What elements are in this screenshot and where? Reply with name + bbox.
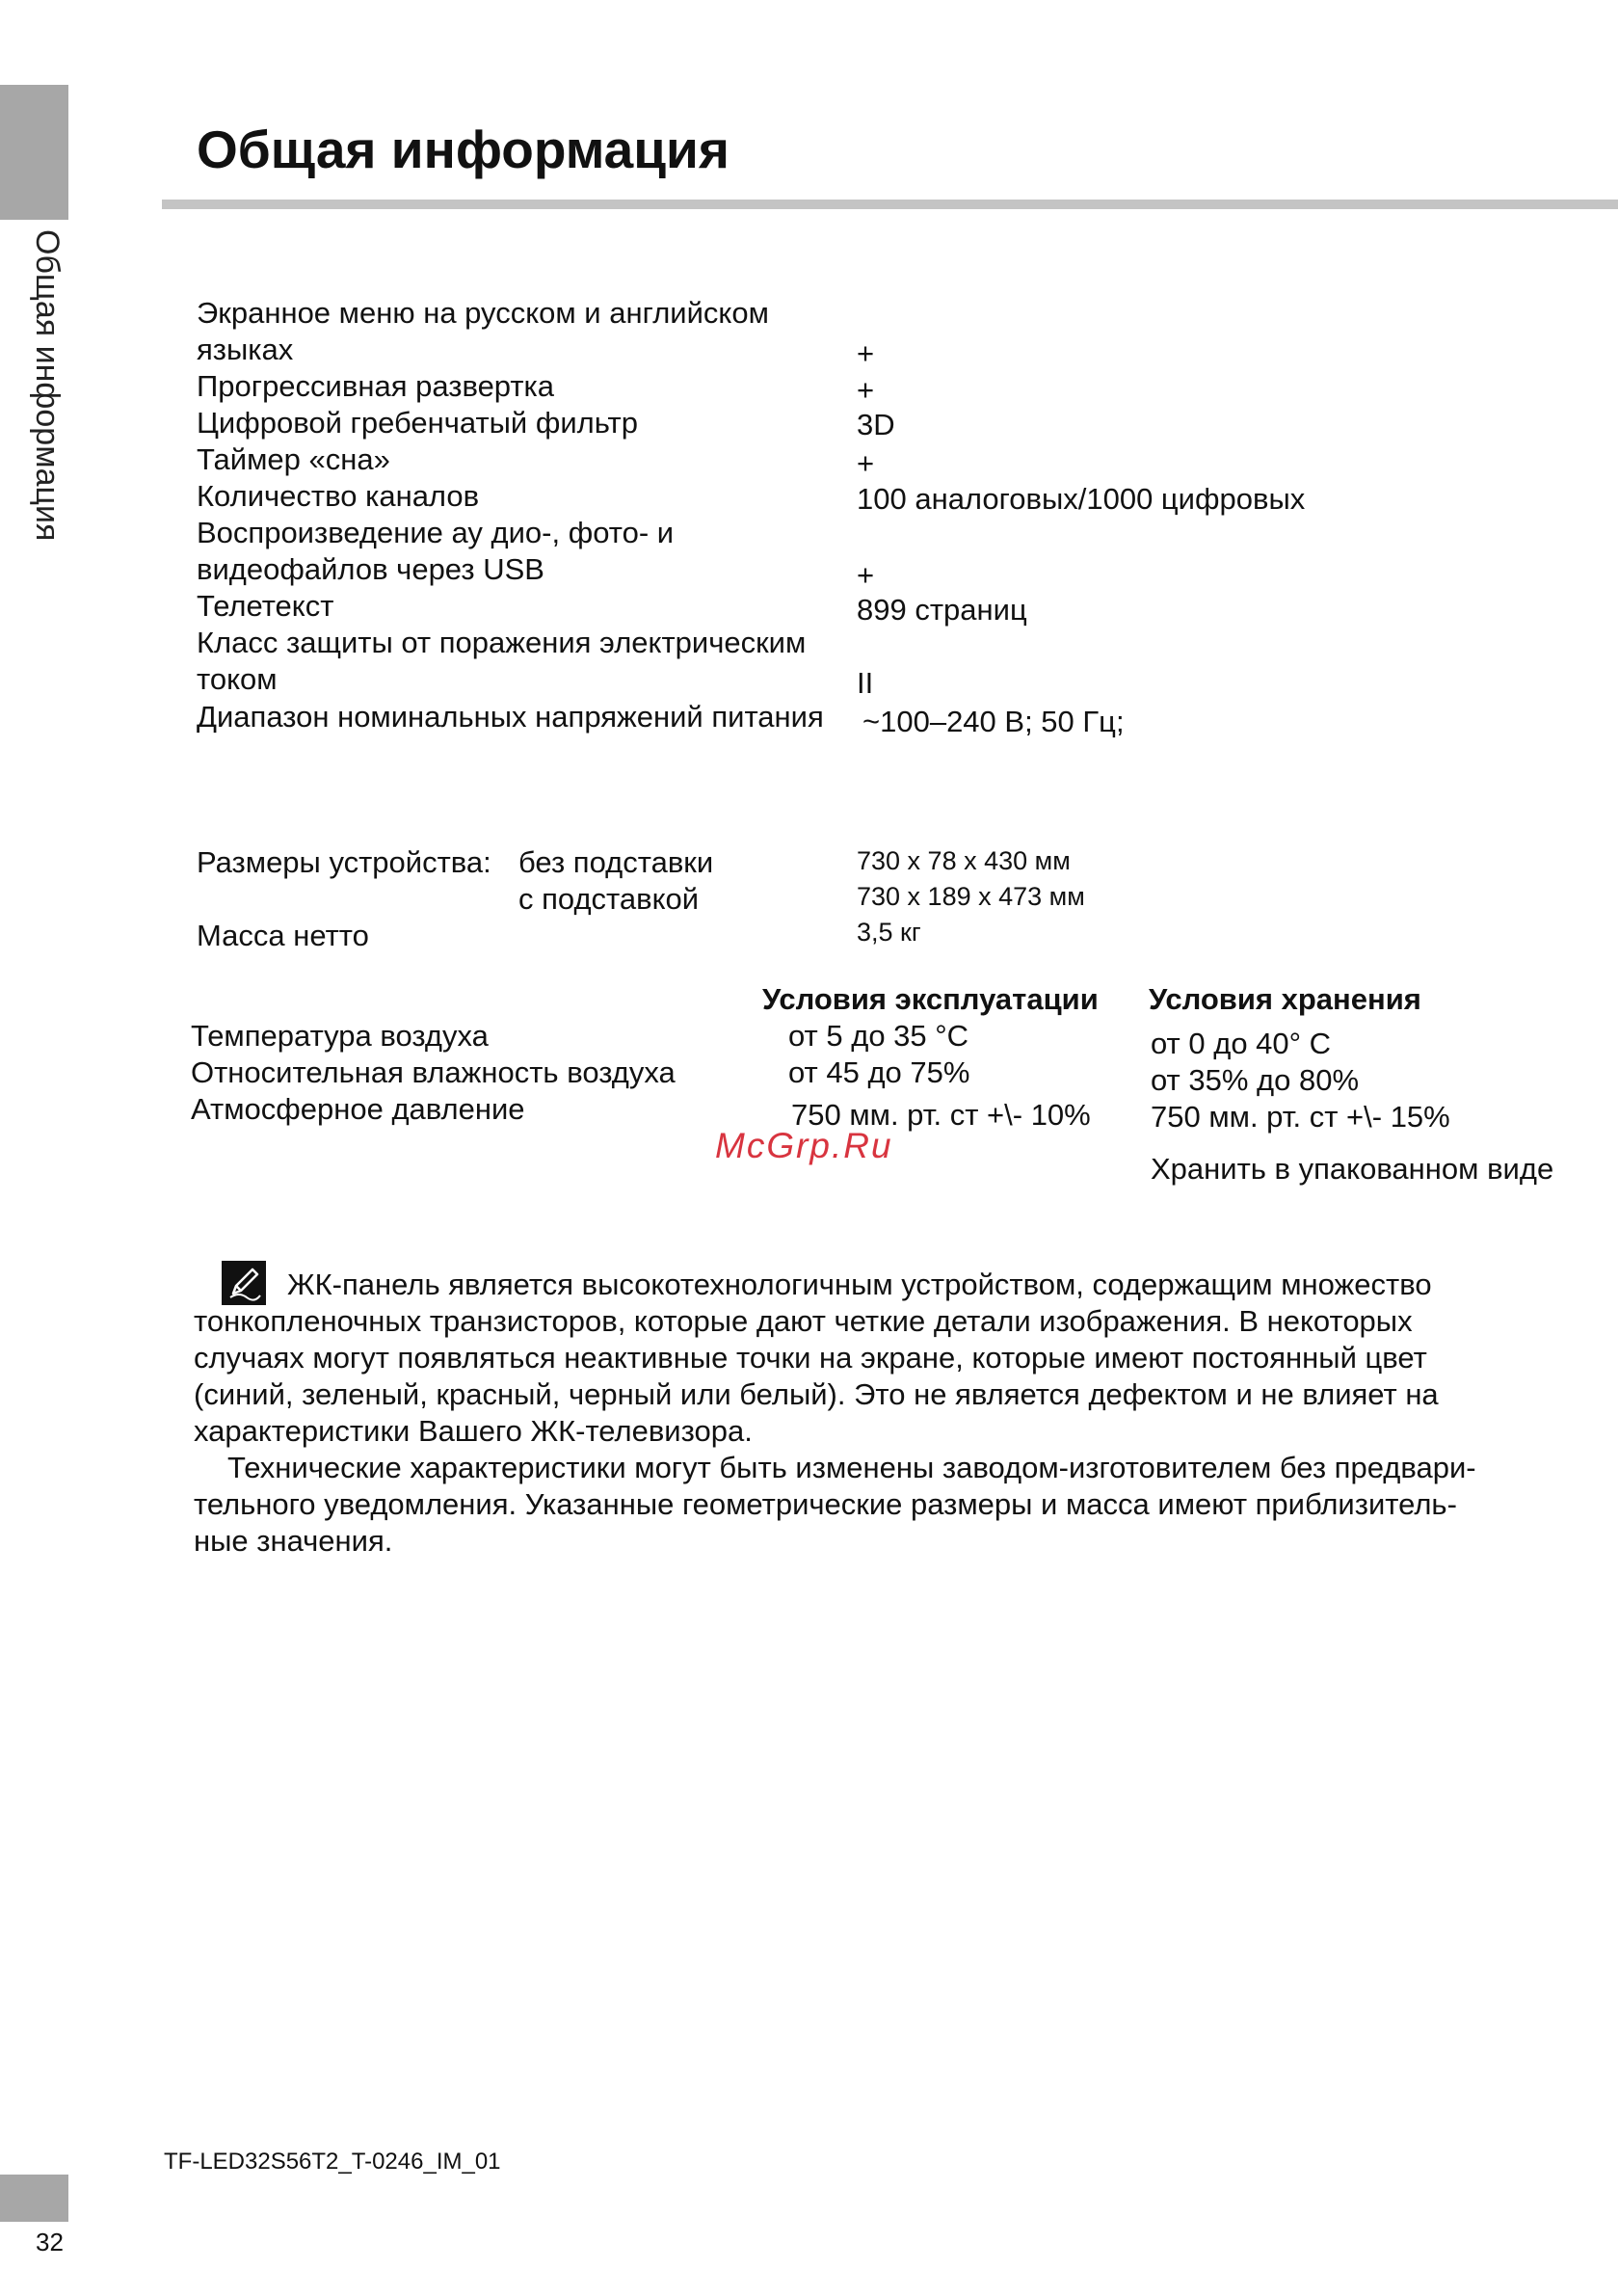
spec-label: видеофайлов через USB bbox=[197, 552, 544, 586]
side-section-title: Общая информация bbox=[29, 229, 66, 542]
spec-value: 100 аналоговых/1000 цифровых bbox=[857, 482, 1306, 516]
operating-value: 750 мм. рт. ст +\- 10% bbox=[791, 1098, 1091, 1132]
title-underline bbox=[162, 200, 1618, 209]
note-paragraph-line: случаях могут появляться неактивные точки на экране, которые имеют постоянный цвет bbox=[194, 1341, 1427, 1375]
operating-conditions-header: Условия эксплуатации bbox=[762, 982, 1099, 1016]
storage-value: от 35% до 80% bbox=[1151, 1063, 1360, 1097]
storage-value: 750 мм. рт. ст +\- 15% bbox=[1151, 1100, 1450, 1134]
side-tab-top bbox=[0, 85, 68, 220]
dimensions-label: Размеры устройства: bbox=[197, 845, 491, 879]
spec-label: Воспроизведение ау дио-, фото- и bbox=[197, 516, 675, 549]
storage-value: от 0 до 40° C bbox=[1151, 1027, 1332, 1060]
spec-label: Телетекст bbox=[197, 589, 334, 623]
spec-value: ~100–240 В; 50 Гц; bbox=[862, 705, 1125, 738]
spec-value: + bbox=[857, 373, 875, 407]
spec-label: Диапазон номинальных напряжений питания bbox=[197, 700, 824, 734]
spec-value: + bbox=[857, 336, 875, 370]
spec-label: Экранное меню на русском и английском bbox=[197, 296, 769, 330]
spec-label: Цифровой гребенчатый фильтр bbox=[197, 406, 638, 440]
note-paragraph-line: (синий, зеленый, красный, черный или белый). Это не является дефектом и не влияет на bbox=[194, 1377, 1439, 1411]
spec-label: током bbox=[197, 662, 278, 696]
side-tab-bottom bbox=[0, 2175, 68, 2222]
spec-label: Количество каналов bbox=[197, 479, 480, 513]
spec-label: языках bbox=[197, 333, 294, 366]
storage-conditions-header: Условия хранения bbox=[1149, 982, 1421, 1016]
watermark: McGrp.Ru bbox=[715, 1126, 893, 1165]
footer-model-code: TF-LED32S56T2_T-0246_IM_01 bbox=[164, 2149, 501, 2175]
operating-value: от 5 до 35 °C bbox=[788, 1019, 969, 1053]
spec-value: 899 страниц bbox=[857, 593, 1027, 627]
spec-value: 3D bbox=[857, 408, 895, 441]
condition-label: Атмосферное давление bbox=[191, 1092, 525, 1126]
without-stand-label: без подставки bbox=[518, 845, 714, 879]
note-paragraph-line: ные значения. bbox=[194, 1524, 393, 1558]
spec-value: II bbox=[857, 666, 874, 700]
with-stand-label: с подставкой bbox=[518, 882, 700, 916]
spec-label: Таймер «сна» bbox=[197, 442, 390, 476]
operating-value: от 45 до 75% bbox=[788, 1055, 970, 1089]
net-weight-label: Масса нетто bbox=[197, 919, 369, 952]
page-number: 32 bbox=[36, 2228, 64, 2256]
note-paragraph-line: тонкопленочных транзисторов, которые дают четкие детали изображения. В некоторых bbox=[194, 1304, 1413, 1338]
note-paragraph-line: характеристики Вашего ЖК-телевизора. bbox=[194, 1414, 753, 1448]
storage-note: Хранить в упакованном виде bbox=[1151, 1152, 1554, 1186]
note-paragraph-line: ЖК-панель является высокотехнологичным устройством, содержащим множество bbox=[287, 1268, 1432, 1301]
note-paragraph-line: Технические характеристики могут быть изменены заводом-изготовителем без предвари- bbox=[227, 1451, 1476, 1484]
condition-label: Температура воздуха bbox=[191, 1019, 489, 1053]
spec-value: + bbox=[857, 558, 875, 592]
page-title: Общая информация bbox=[197, 120, 729, 179]
note-pen-icon bbox=[222, 1261, 266, 1305]
spec-value: + bbox=[857, 446, 875, 480]
net-weight-value: 3,5 кг bbox=[857, 918, 921, 947]
without-stand-value: 730 x 78 x 430 мм bbox=[857, 846, 1071, 875]
condition-label: Относительная влажность воздуха bbox=[191, 1055, 676, 1089]
spec-label: Прогрессивная развертка bbox=[197, 369, 555, 403]
with-stand-value: 730 x 189 x 473 мм bbox=[857, 882, 1085, 911]
note-paragraph-line: тельного уведомления. Указанные геометрические размеры и масса имеют приблизитель- bbox=[194, 1487, 1457, 1521]
spec-label: Класс защиты от поражения электрическим bbox=[197, 626, 807, 659]
